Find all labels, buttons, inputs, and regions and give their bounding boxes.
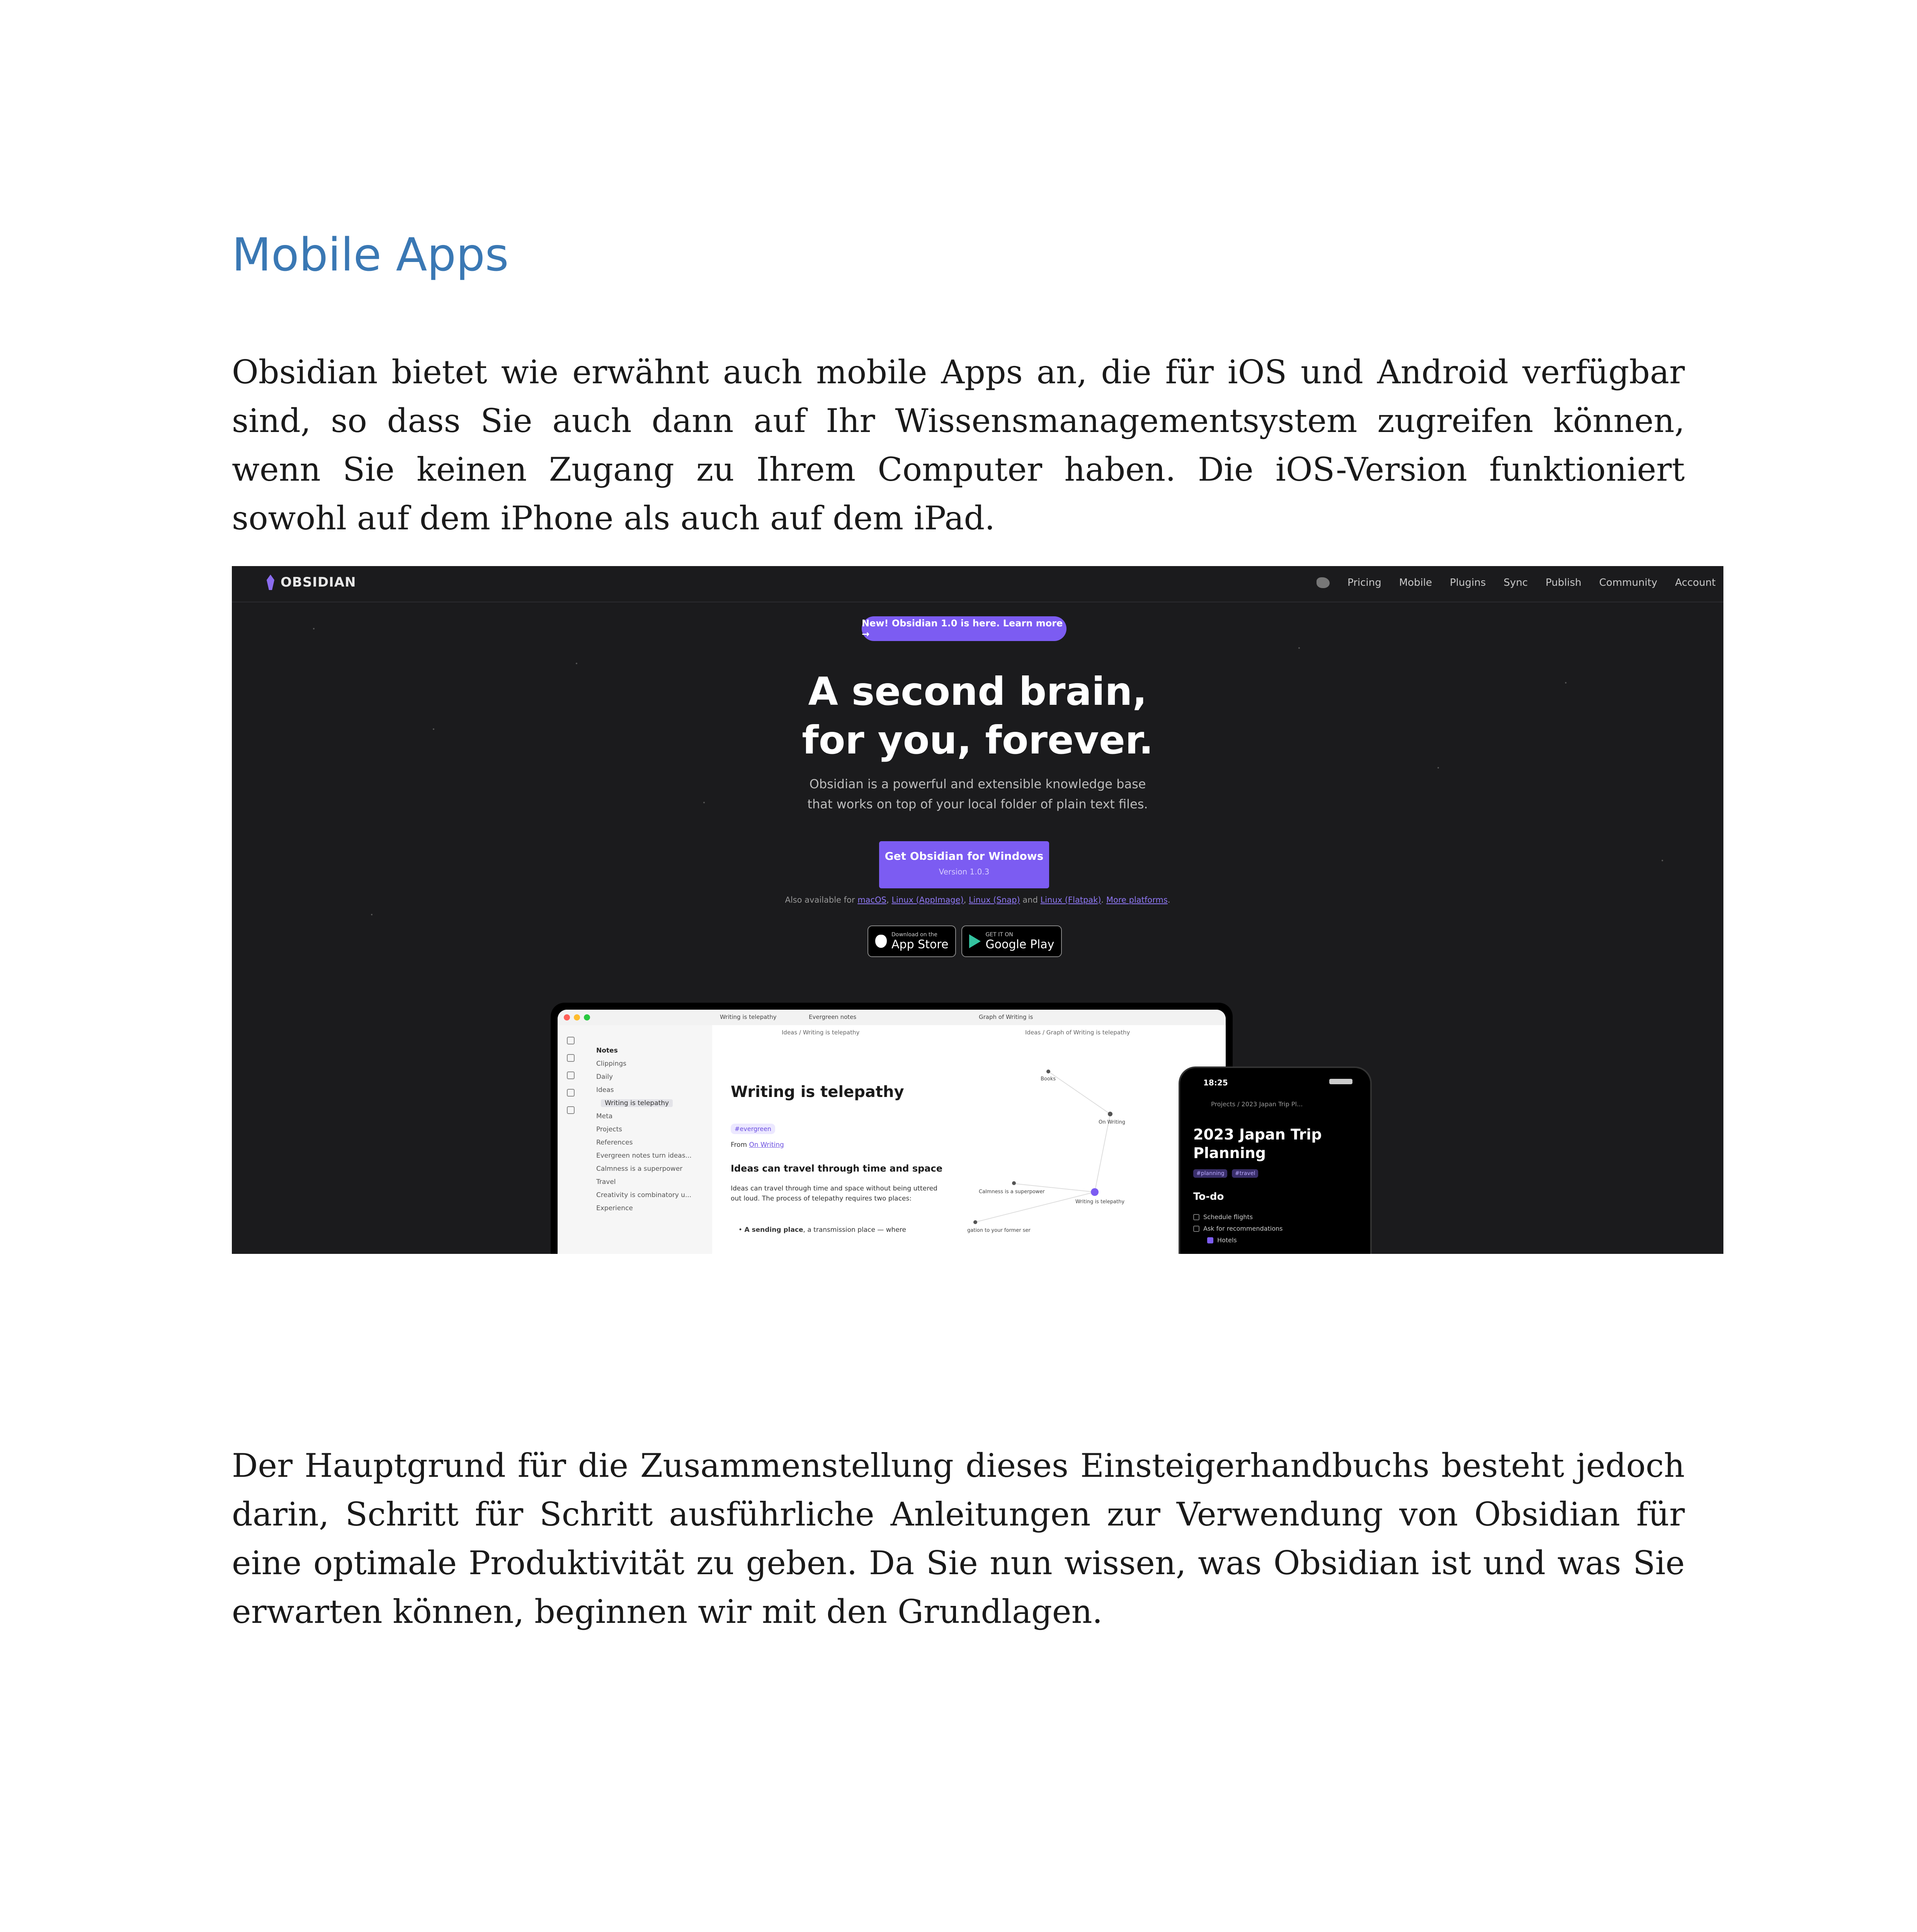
nav-pricing[interactable]: Pricing [1347, 577, 1381, 588]
phone-mockup [1179, 1066, 1372, 1254]
star-decoration [1662, 860, 1663, 861]
note-body: Ideas can travel through time and space without being uttered out loud. The process of telepathy requires two places: [731, 1185, 937, 1202]
graph-label: Writing is telepathy [1075, 1199, 1125, 1205]
hero-title-line-2: for you, forever. [802, 718, 1153, 763]
google-play-text [985, 932, 1054, 951]
hero-subtitle-line-2: that works on top of your local folder of plain text files. [807, 797, 1148, 811]
close-dot-icon[interactable] [564, 1014, 570, 1020]
obsidian-gem-icon [267, 575, 274, 590]
app-store-text [891, 932, 948, 951]
tree-item[interactable]: Daily [596, 1073, 613, 1081]
tab-graph[interactable]: Graph of Writing is [979, 1014, 1033, 1020]
nav-publish[interactable]: Publish [1545, 577, 1582, 588]
tree-item[interactable]: Clippings [596, 1060, 627, 1068]
file-icon[interactable] [567, 1037, 575, 1044]
note-editor[interactable] [712, 1025, 968, 1254]
apple-icon [875, 935, 887, 948]
phone-tag[interactable]: #travel [1232, 1169, 1258, 1178]
link-more-platforms[interactable]: More platforms [1106, 895, 1168, 905]
site-top-nav [232, 566, 1723, 602]
store-badges [867, 925, 1062, 957]
checkbox-checked-icon[interactable] [1207, 1237, 1213, 1243]
graph-node[interactable] [1108, 1112, 1112, 1116]
nav-account[interactable]: Account [1675, 577, 1716, 588]
star-decoration [576, 663, 577, 664]
nav-community[interactable]: Community [1599, 577, 1658, 588]
phone-title-line-2: Planning [1193, 1145, 1266, 1162]
graph-label: gation to your former ser [967, 1228, 1031, 1233]
graph-node[interactable] [1012, 1181, 1016, 1185]
calendar-icon[interactable] [567, 1071, 575, 1079]
graph-node-active[interactable] [1091, 1188, 1099, 1196]
tree-item[interactable]: Creativity is combinatory u... [596, 1191, 692, 1199]
closing-paragraph: Der Hauptgrund für die Zusammenstellung dieses Einsteigerhandbuchs besteht jedoch darin, Schritt für Schritt ausführliche Anleitungen zur Verwendung von Obsidian für eine optimale Produktivität zu geben. Da Sie nun wissen, was Obsidian ist und was Sie erwarten können, beginnen wir mit den Grundlagen. [232, 1447, 1685, 1631]
download-button-version: Version 1.0.3 [939, 867, 990, 876]
hero-title-line-1: A second brain, [808, 669, 1147, 714]
tab-writing-is-telepathy[interactable]: Writing is telepathy [720, 1014, 777, 1020]
star-decoration [1437, 767, 1439, 769]
tree-item[interactable]: Calmness is a superpower [596, 1165, 683, 1173]
phone-note-title [1193, 1125, 1322, 1162]
phone-title-line-1: 2023 Japan Trip [1193, 1126, 1322, 1143]
section-heading: Mobile Apps [232, 228, 509, 281]
tree-item[interactable]: Meta [596, 1112, 613, 1120]
maximize-dot-icon[interactable] [584, 1014, 590, 1020]
file-explorer [585, 1025, 713, 1254]
star-decoration [371, 914, 373, 915]
hero-title [232, 667, 1723, 765]
nav-sync[interactable]: Sync [1504, 577, 1528, 588]
from-label: From [731, 1141, 747, 1149]
bullet-bold: A sending place [744, 1226, 803, 1234]
checkbox-icon[interactable] [1193, 1214, 1199, 1220]
app-store-button[interactable] [867, 925, 956, 957]
todo-item[interactable] [1193, 1225, 1283, 1232]
note-tag[interactable]: #evergreen [731, 1124, 775, 1134]
download-button-label: Get Obsidian for Windows [885, 850, 1044, 862]
graph-node[interactable] [1046, 1070, 1050, 1073]
phone-tag[interactable]: #planning [1193, 1169, 1227, 1178]
graph-label: Books [1041, 1076, 1056, 1082]
ribbon-sidebar [558, 1025, 585, 1254]
hero-subtitle [232, 774, 1723, 814]
intro-paragraph: Obsidian bietet wie erwähnt auch mobile Apps an, die für iOS und Android verfügbar sind, so dass Sie auch dann auf Ihr Wissensmanagementsystem zugreifen können, wenn Sie keinen Zugang zu Ihrem Computer haben. Die iOS-Version funktioniert sowohl auf dem iPhone als auch auf dem iPad. [232, 353, 1685, 537]
app-titlebar [558, 1010, 1226, 1026]
star-decoration [1298, 647, 1300, 649]
link-linux-snap[interactable]: Linux (Snap) [969, 895, 1020, 905]
laptop-screen [558, 1010, 1226, 1254]
obsidian-website-screenshot [232, 566, 1723, 1254]
tree-item[interactable]: Projects [596, 1126, 623, 1133]
graph-breadcrumb: Ideas / Graph of Writing is telepathy [1025, 1029, 1130, 1036]
tree-item[interactable]: Evergreen notes turn ideas... [596, 1152, 692, 1160]
todo-item[interactable] [1207, 1236, 1237, 1244]
tree-item[interactable]: Ideas [596, 1086, 614, 1094]
nav-links [1317, 577, 1716, 588]
note-bullet: • A sending place, a transmission place — where [738, 1226, 906, 1234]
google-play-small-text: GET IT ON [985, 931, 1013, 938]
google-play-big-text: Google Play [985, 937, 1055, 951]
nav-mobile[interactable]: Mobile [1399, 577, 1432, 588]
link-linux-flatpak[interactable]: Linux (Flatpak) [1040, 895, 1101, 905]
todo-label: Schedule flights [1203, 1213, 1253, 1221]
logo-text: OBSIDIAN [281, 575, 356, 590]
graph-icon[interactable] [567, 1089, 575, 1097]
note-section-heading: Ideas can travel through time and space [731, 1163, 943, 1174]
phone-breadcrumb: Projects / 2023 Japan Trip Pl... [1211, 1100, 1303, 1108]
tree-item[interactable]: Travel [596, 1178, 616, 1186]
editor-header [712, 1025, 967, 1041]
graph-label: Calmness is a superpower [979, 1189, 1045, 1195]
also-and-text: and [1022, 895, 1038, 905]
graph-label: On Writing [1099, 1119, 1126, 1125]
tree-item[interactable]: References [596, 1139, 633, 1146]
star-decoration [313, 628, 315, 629]
phone-time: 18:25 [1203, 1078, 1228, 1087]
obsidian-logo[interactable] [267, 575, 356, 590]
nav-plugins[interactable]: Plugins [1450, 577, 1486, 588]
graph-node[interactable] [973, 1220, 977, 1224]
tree-item[interactable]: Experience [596, 1204, 633, 1212]
note-title: Writing is telepathy [731, 1083, 904, 1101]
download-windows-button[interactable] [879, 841, 1049, 888]
template-icon[interactable] [567, 1106, 575, 1114]
tree-root[interactable]: Notes [596, 1047, 618, 1054]
link-macos[interactable]: macOS [857, 895, 886, 905]
search-icon[interactable] [567, 1054, 575, 1062]
tab-evergreen-notes[interactable]: Evergreen notes [809, 1014, 857, 1020]
other-platforms-line: Also available for macOS, Linux (AppImage), Linux (Snap) and Linux (Flatpak). More platforms. [785, 895, 1170, 905]
google-play-button[interactable] [961, 925, 1062, 957]
todo-label: Hotels [1217, 1236, 1237, 1244]
todo-item[interactable] [1193, 1213, 1253, 1221]
google-play-icon [969, 934, 981, 948]
todo-label: Ask for recommendations [1203, 1225, 1283, 1232]
app-store-big-text: App Store [891, 937, 949, 951]
bullet-rest: , a transmission place — where [803, 1226, 906, 1234]
laptop-mockup [551, 1003, 1233, 1254]
editor-breadcrumb: Ideas / Writing is telepathy [782, 1029, 860, 1036]
twitter-icon[interactable] [1317, 577, 1330, 588]
app-store-small-text: Download on the [891, 931, 937, 938]
tree-item-selected[interactable]: Writing is telepathy [601, 1099, 673, 1107]
hero-subtitle-line-1: Obsidian is a powerful and extensible knowledge base [809, 777, 1146, 791]
note-from-line [731, 1141, 784, 1149]
checkbox-icon[interactable] [1193, 1226, 1199, 1232]
battery-icon [1329, 1079, 1352, 1084]
also-available-text: Also available for [785, 895, 855, 905]
phone-todo-heading: To-do [1193, 1191, 1224, 1202]
link-linux-appimage[interactable]: Linux (AppImage) [891, 895, 964, 905]
from-link[interactable]: On Writing [749, 1141, 784, 1149]
announcement-badge[interactable]: New! Obsidian 1.0 is here. Learn more → [862, 616, 1067, 641]
minimize-dot-icon[interactable] [574, 1014, 580, 1020]
